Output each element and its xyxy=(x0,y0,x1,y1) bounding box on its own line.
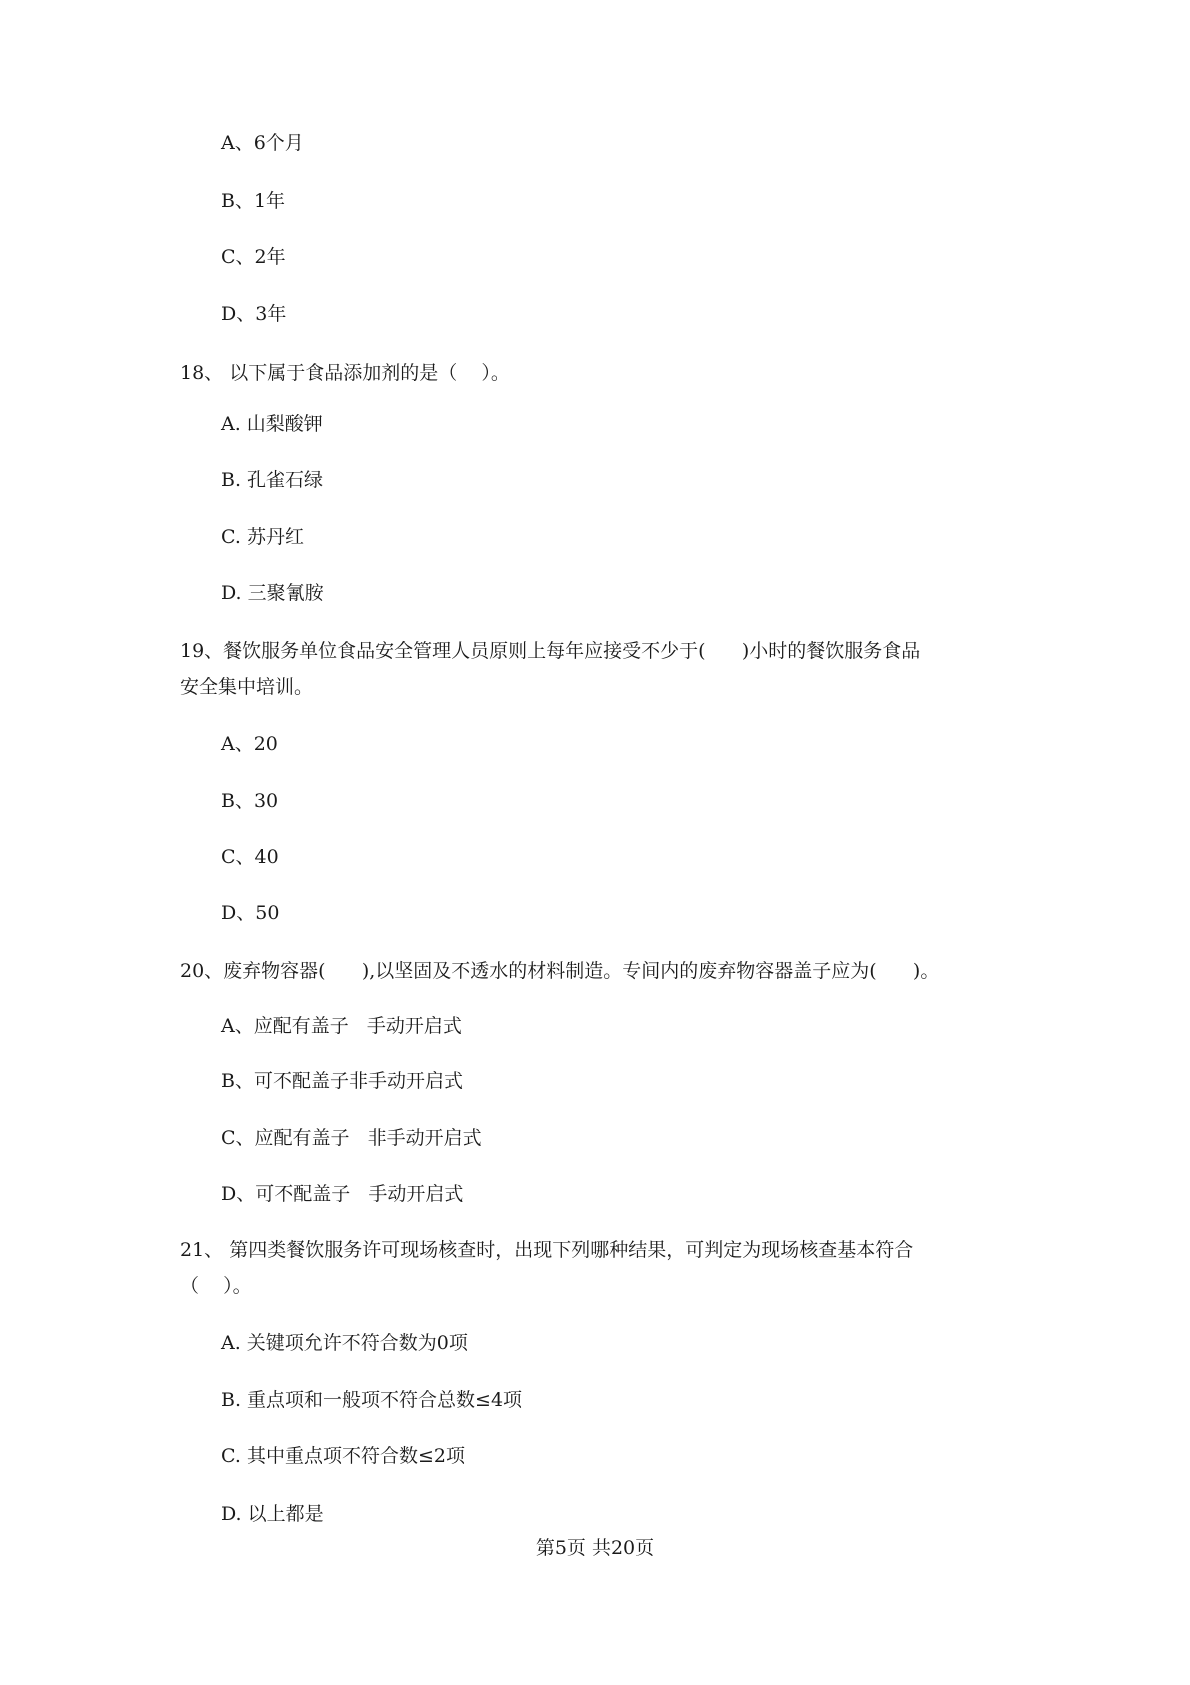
q20-option-a: A、应配有盖子 手动开启式 xyxy=(221,1015,462,1037)
q17-option-c: C、2年 xyxy=(221,246,286,268)
q18-option-b: B. 孔雀石绿 xyxy=(221,469,324,491)
q20-option-c: C、应配有盖子 非手动开启式 xyxy=(221,1127,482,1149)
q21-option-d: D. 以上都是 xyxy=(221,1503,324,1525)
q18-option-c: C. 苏丹红 xyxy=(221,526,304,548)
q18-option-d: D. 三聚氰胺 xyxy=(221,582,324,604)
q20-question: 20、废弃物容器( ),以坚固及不透水的材料制造。专间内的废弃物容器盖子应为( )。 xyxy=(180,960,940,982)
q18-option-a: A. 山梨酸钾 xyxy=(221,413,323,435)
q21-option-a: A. 关键项允许不符合数为0项 xyxy=(221,1332,468,1354)
q17-option-d: D、3年 xyxy=(221,303,287,325)
q21-option-c: C. 其中重点项不符合数≤2项 xyxy=(221,1445,465,1467)
q18-question: 18、 以下属于食品添加剂的是（ ）。 xyxy=(180,362,510,384)
q17-option-a: A、6个月 xyxy=(221,132,304,154)
q21-question-line2: （ ）。 xyxy=(180,1275,252,1297)
q19-option-b: B、30 xyxy=(221,790,279,812)
q17-option-b: B、1年 xyxy=(221,190,286,212)
q20-option-d: D、可不配盖子 手动开启式 xyxy=(221,1183,464,1205)
q19-question-line1: 19、餐饮服务单位食品安全管理人员原则上每年应接受不少于( )小时的餐饮服务食品 xyxy=(180,640,921,662)
q20-option-b: B、可不配盖子非手动开启式 xyxy=(221,1070,463,1092)
q19-option-a: A、20 xyxy=(221,733,278,755)
q21-question-line1: 21、 第四类餐饮服务许可现场核查时，出现下列哪种结果，可判定为现场核查基本符合 xyxy=(180,1239,914,1261)
q19-option-c: C、40 xyxy=(221,846,279,868)
q21-option-b: B. 重点项和一般项不符合总数≤4项 xyxy=(221,1389,523,1411)
page-footer: 第5页 共20页 xyxy=(535,1537,655,1559)
q19-option-d: D、50 xyxy=(221,902,280,924)
q19-question-line2: 安全集中培训。 xyxy=(180,676,314,698)
